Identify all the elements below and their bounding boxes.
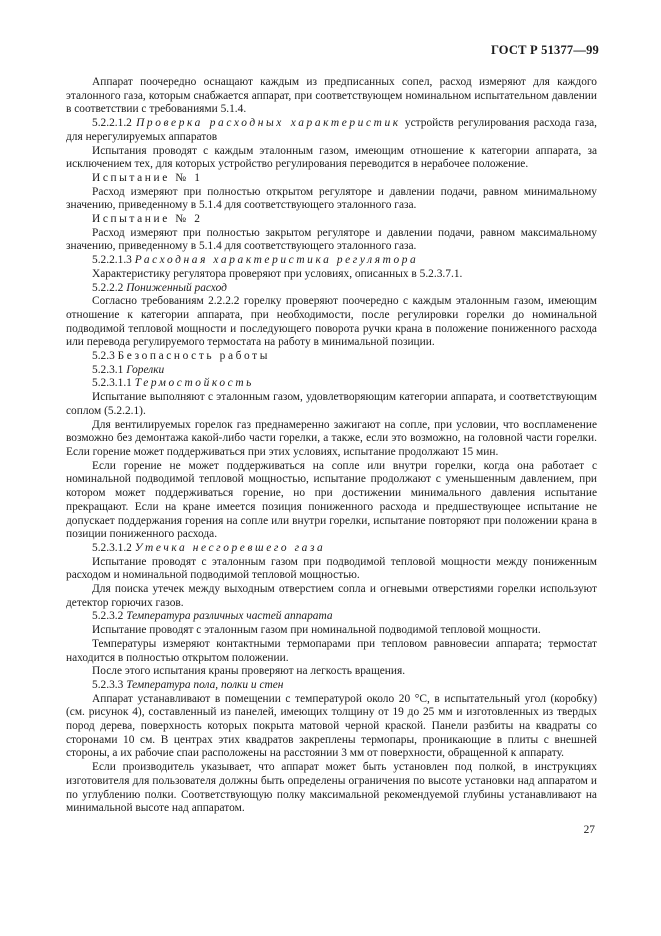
paragraph: Испытание выполняют с эталонным газом, удовлетворяющим категории аппарата, и соответствующим соплом (5.2.2.1). (66, 391, 597, 417)
section-number: 5.2.2.1.2 (92, 117, 132, 130)
paragraph: Испытание проводят с эталонным газом при номинальной подводимой тепловой мощности. (92, 624, 541, 637)
section-number: 5.2.3.3 (92, 678, 124, 691)
section-heading (66, 364, 597, 378)
section-number: 5.2.2.1.3 (92, 254, 132, 267)
paragraph: Расход измеряют при полностью открытом регуляторе и давлении подачи, равном минимальному значению, приведенному в 5.1.4 для соответствующего эталонного газа. (66, 185, 597, 212)
document-header: ГОСТ Р 51377—99 (490, 43, 599, 57)
section-heading (66, 117, 597, 144)
section-heading (66, 542, 597, 556)
section-number: 5.2.2.2 (92, 281, 124, 294)
section-heading (66, 610, 597, 624)
paragraph: После этого испытания краны проверяют на легкость вращения. (92, 665, 406, 678)
section-number: 5.2.3.1.2 (92, 541, 132, 554)
paragraph: Аппарат поочередно оснащают каждым из предписанных сопел, расход измеряют для каждого эталонного газа, которым снабжается аппарат, при соответствующем номинальном испытательном давлении в соответствии с требованиями 5.1.4. (66, 76, 597, 116)
page-number: 27 (583, 824, 595, 836)
paragraph: Испытания проводят с каждым эталонным газом, имеющим отношение к категории аппарата, за исключением тех, для которых устройство регулирования переводится в нерабочее положение. (66, 144, 597, 171)
section-title: Температура различных частей аппарата (126, 610, 333, 623)
section-number: 5.2.3.1 (92, 363, 124, 376)
section-heading (66, 679, 597, 693)
document-body (66, 76, 597, 816)
section-title-tail: устройств регулирования расхода газа, для нерегулируемых аппаратов (66, 117, 597, 143)
paragraph: Если производитель указывает, что аппарат может быть установлен под полкой, в инструкциях изготовителя для пользователя должны быть определены ограничения по высоте установки над аппаратом и по углублению полки. Соответствующую полку максимальной рекомендуемой глубины устанавливают на минимальной высоте над аппаратом. (66, 761, 597, 815)
section-title: Горелки (126, 363, 165, 376)
test-heading: Испытание № 1 (92, 171, 203, 184)
test-heading: Испытание № 2 (92, 213, 203, 226)
paragraph: Испытание проводят с эталонным газом при подводимой тепловой мощности между пониженным расходом и номинальной подводимой тепловой мощностью. (66, 555, 597, 582)
section-heading (66, 377, 597, 391)
section-title: Температура пола, полки и стен (126, 678, 284, 691)
paragraph: Для поиска утечек между выходным отверстием сопла и огневыми отверстиями горелки используют детектор горючих газов. (66, 583, 597, 609)
section-number: 5.2.3.1.1 (92, 377, 132, 390)
paragraph: Для вентилируемых горелок газ преднамеренно зажигают на сопле, при условии, что воспламенение возможно без демонтажа какой-либо части горелки, а также, если это возможно, на головной части горелки. Если горение может поддерживаться при этих условиях, испытание продолжают 15 мин. (66, 418, 597, 458)
section-title: Пониженный расход (126, 281, 227, 294)
section-title: Утечка несгоревшего газа (134, 541, 326, 554)
section-number: 5.2.3.2 (92, 610, 124, 623)
paragraph: Согласно требованиям 2.2.2.2 горелку проверяют поочередно с каждым эталонным газом, имеющим отношение к категории аппарата, при необходимости, после регулировки горелки до номинальной подводимой тепловой мощности и последующего поворота ручки крана в положение пониженного расхода или перевода регулируемого термостата на работу в минимальной позиции. (66, 295, 597, 349)
paragraph: Температуры измеряют контактными термопарами при тепловом равновесии аппарата; термостат находится в полностью открытом положении. (66, 637, 597, 664)
section-title: Безопасность работы (117, 350, 270, 363)
section-heading (66, 350, 597, 364)
paragraph: Расход измеряют при полностью закрытом регуляторе и давлении подачи, равном максимальному значению, приведенному в 5.1.4 для соответствующего эталонного газа. (66, 226, 597, 253)
section-title: Термостойкость (134, 377, 254, 390)
section-title: Проверка расходных характеристик (136, 117, 401, 130)
paragraph: Если горение не может поддерживаться на сопле или внутри горелки, когда она работает с номинальной подводимой тепловой мощностью, испытание продолжают с уменьшенным давлением, при котором может поддерживаться горение, но при достижении минимального давления испытание прекращают. Если на кране имеется позиция пониженного расхода и предшествующее испытание не допускает поддержания горения на сопле или внутри горелки, испытание повторяют при положении крана в позиции пониженного расхода. (66, 459, 597, 541)
paragraph: Аппарат устанавливают в помещении с температурой около 20 °С, в испытательный угол (коробку) (см. рисунок 4), составленный из панелей, имеющих толщину от 19 до 25 мм и изготовленных из твердых пород дерева, поверхность которых покрыта матовой черной краской. Панели разбиты на квадраты со сторонами 10 см. В центрах этих квадратов закреплены термопары, проникающие в плиты с внешней стороны, а их рабочие спаи расположены на расстоянии 3 мм от поверхности, обращенной к аппарату. (66, 692, 597, 760)
section-number: 5.2.3 (92, 350, 115, 363)
paragraph: Характеристику регулятора проверяют при условиях, описанных в 5.2.3.7.1. (92, 267, 463, 280)
section-title: Расходная характеристика регулятора (134, 254, 419, 267)
section-heading (66, 282, 597, 296)
section-heading (66, 254, 597, 268)
